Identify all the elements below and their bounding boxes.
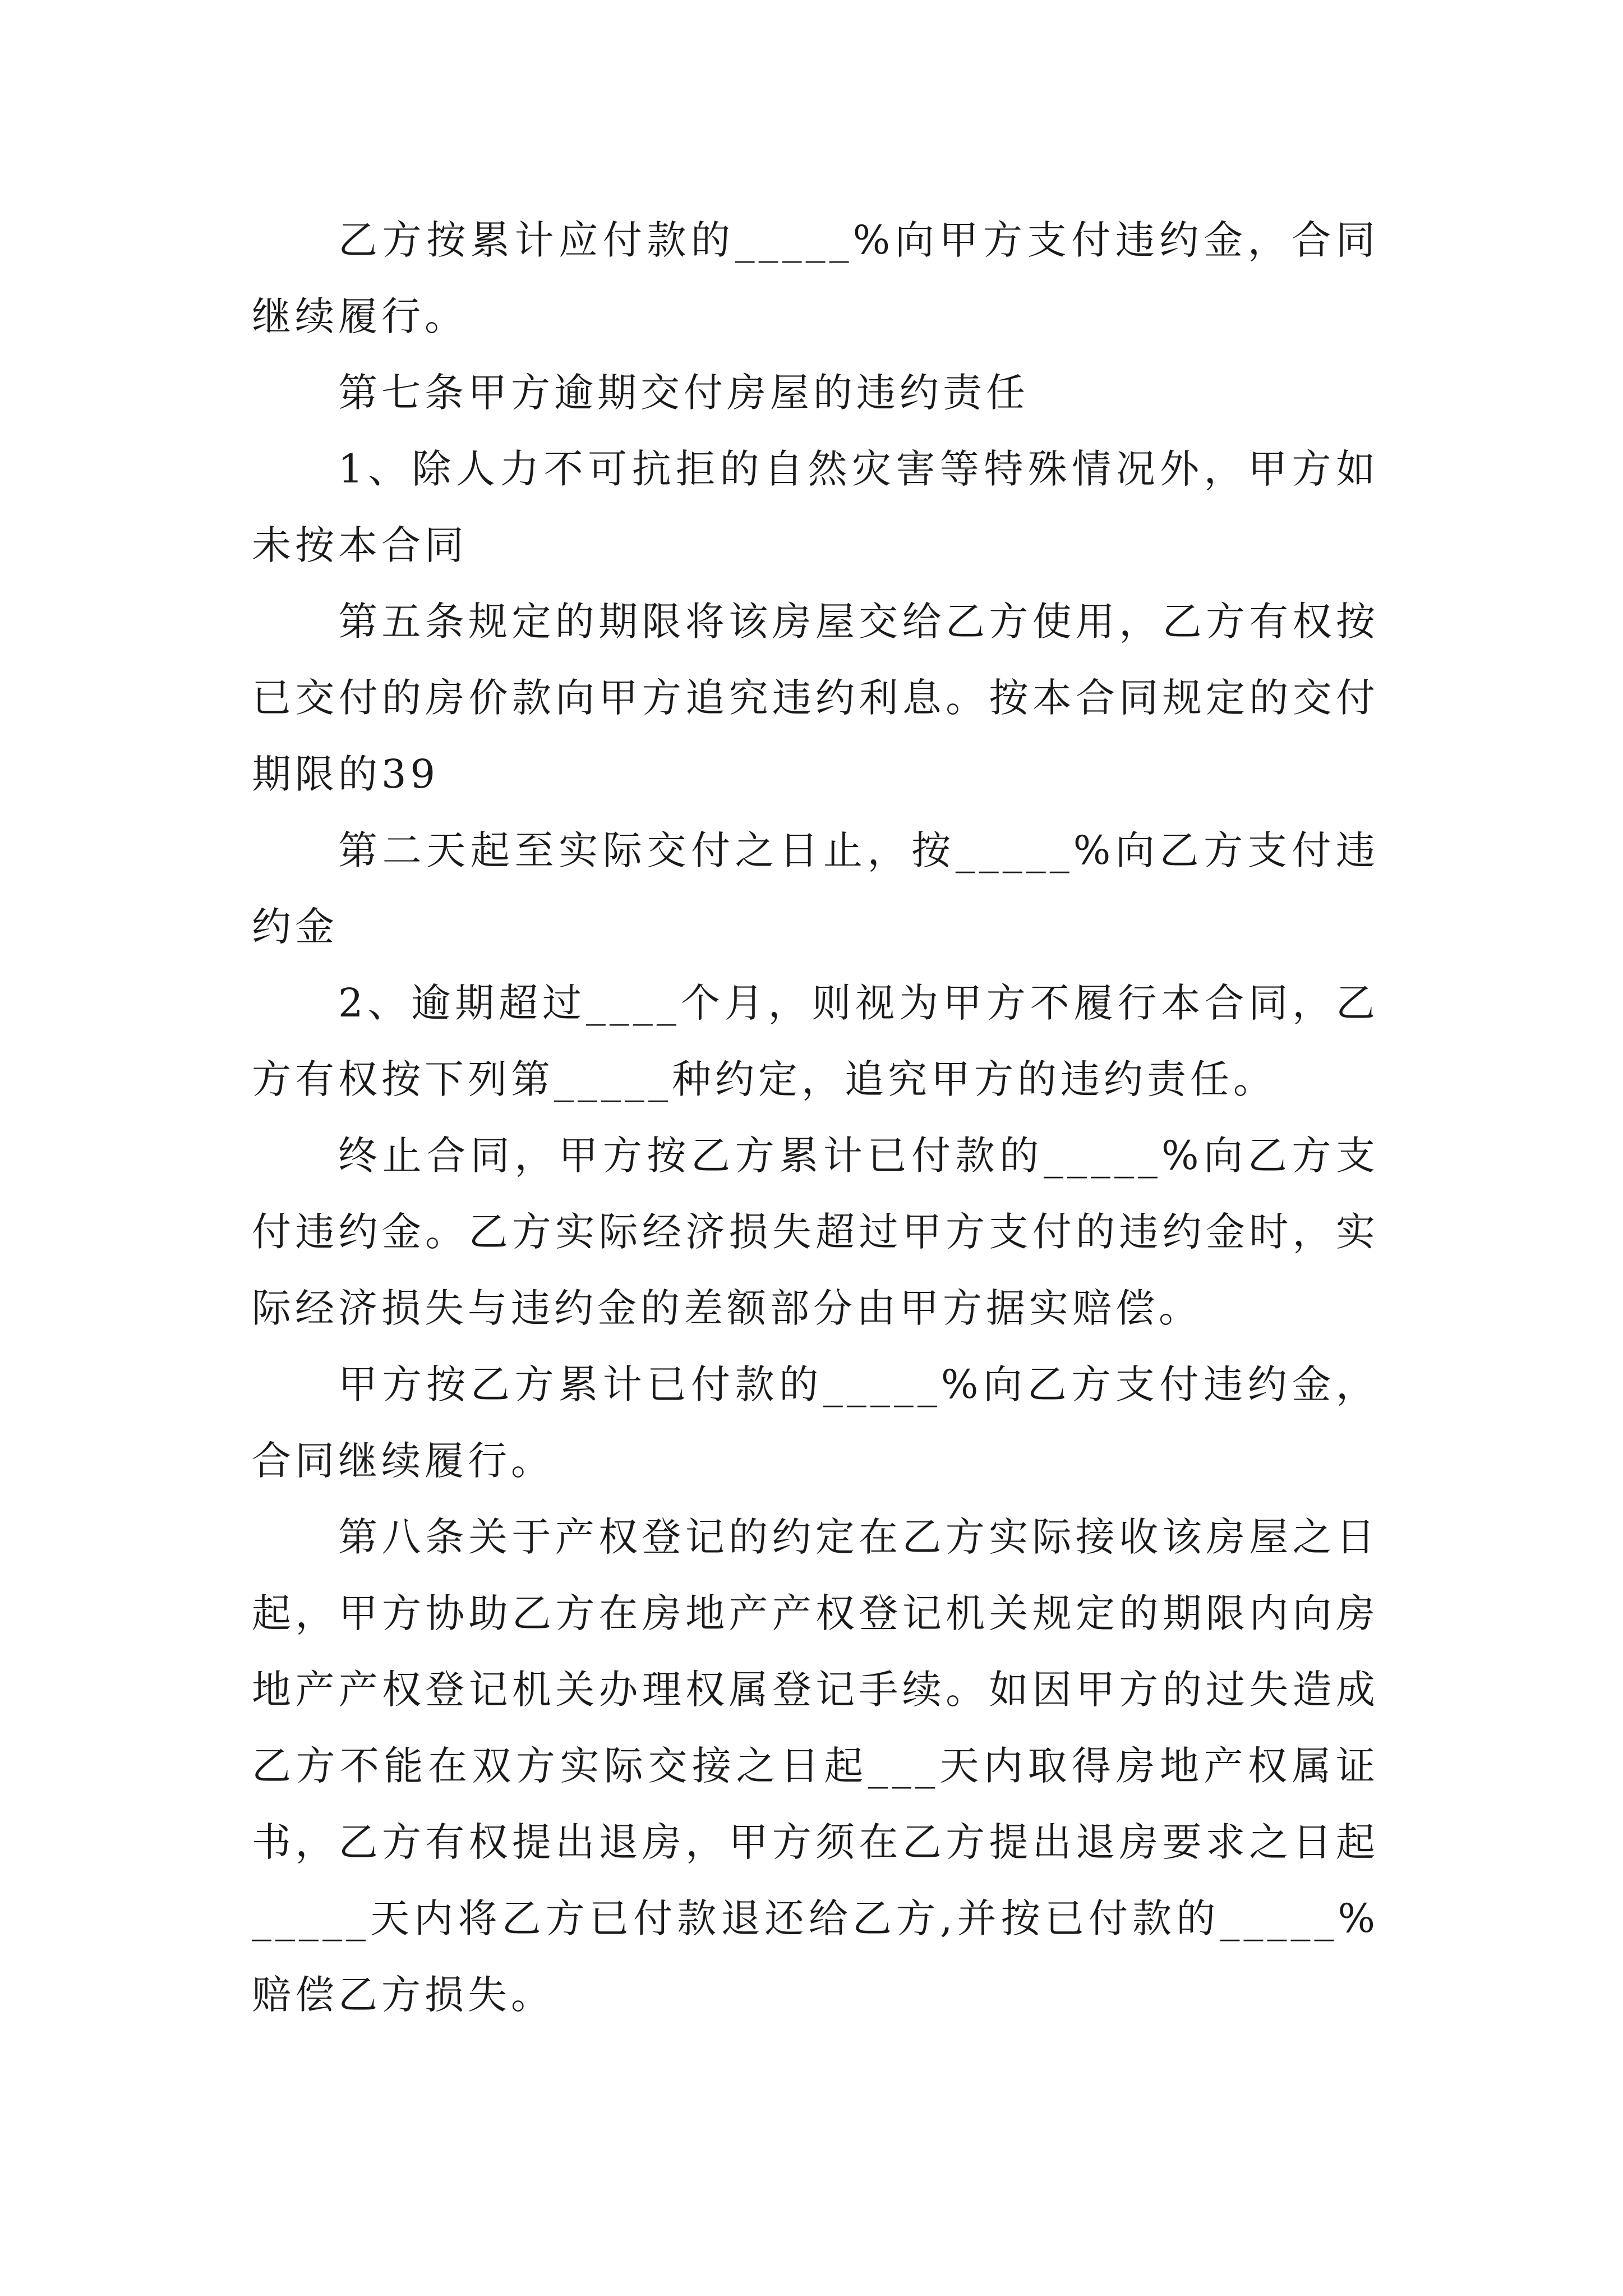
paragraph-continue-contract: 甲方按乙方累计已付款的_____%向乙方支付违约金，合同继续履行。 xyxy=(252,1361,1379,1484)
paragraph-7-1-interest: 第五条规定的期限将该房屋交给乙方使用，乙方有权按已交付的房价款向甲方追究违约利息。按本合同规定的交付期限的39 xyxy=(252,599,1379,797)
paragraph-terminate-contract: 终止合同，甲方按乙方累计已付款的_____%向乙方支付违约金。乙方实际经济损失超过甲方支付的违约金时，实际经济损失与违约金的差额部分由甲方据实赔偿。 xyxy=(252,1133,1379,1331)
paragraph-7-1-penalty: 第二天起至实际交付之日止，按_____%向乙方支付违约金 xyxy=(252,827,1379,950)
paragraph-7-2: 2、逾期超过____个月，则视为甲方不履行本合同，乙方有权按下列第_____种约定，追究甲方的违约责任。 xyxy=(252,980,1379,1102)
article-8-paragraph: 第八条关于产权登记的约定在乙方实际接收该房屋之日起，甲方协助乙方在房地产产权登记机关规定的期限内向房地产产权登记机关办理权属登记手续。如因甲方的过失造成乙方不能在双方实际交接之日起___天内取得房地产权属证书，乙方有权提出退房，甲方须在乙方提出退房要求之日起_____天内将乙方已付款退还给乙方,并按已付款的_____%赔偿乙方损失。 xyxy=(252,1514,1379,2018)
paragraph-7-1-intro: 1、除人力不可抗拒的自然灾害等特殊情况外，甲方如未按本合同 xyxy=(252,446,1379,568)
document-body xyxy=(252,202,1379,2033)
paragraph-penalty-continue: 乙方按累计应付款的_____%向甲方支付违约金，合同继续履行。 xyxy=(252,217,1379,339)
article-7-heading: 第七条甲方逾期交付房屋的违约责任 xyxy=(338,370,1029,416)
